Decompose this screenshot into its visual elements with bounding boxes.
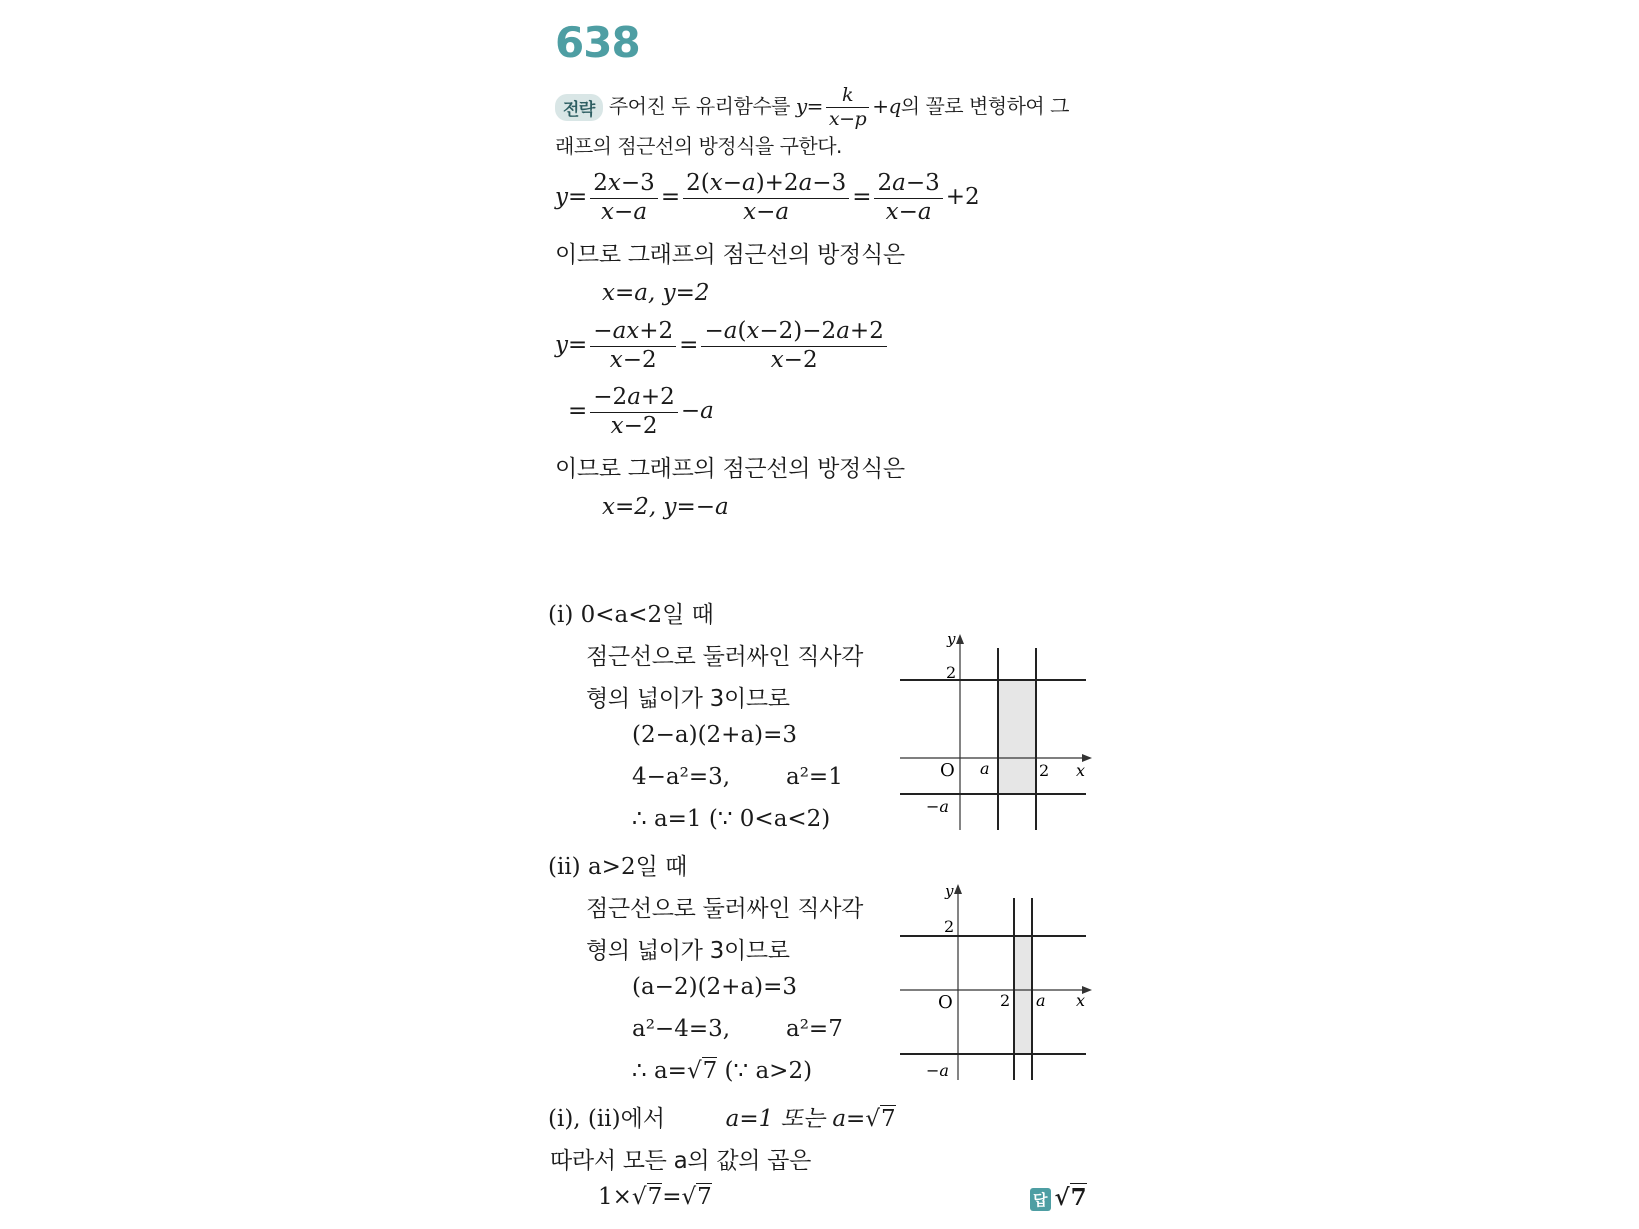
conclusion-line-1: (ⅰ), (ⅱ)에서 a=1 또는 a=√7 [548, 1106, 896, 1132]
case1-origin: O [940, 760, 955, 781]
case1-label: (ⅰ) 0<a<2일 때 [548, 602, 714, 628]
case2-y-arrow-icon [954, 884, 962, 894]
case1-x-tick-right: 2 [1039, 761, 1050, 780]
case1-desc-1: 점근선으로 둘러싸인 직사각 [586, 644, 864, 670]
strategy-line-2: 래프의 점근선의 방정식을 구한다. [555, 134, 842, 158]
case2-y-tick: 2 [944, 917, 955, 936]
case2-shaded-rectangle [1014, 936, 1032, 1054]
case2-desc-2: 형의 넓이가 3이므로 [586, 938, 790, 964]
strategy-badge: 전략 [555, 94, 603, 121]
case1-desc-2: 형의 넓이가 3이므로 [586, 686, 790, 712]
case2-x-tick-left: 2 [1000, 991, 1011, 1010]
case2-label: (ⅱ) a>2일 때 [548, 854, 688, 880]
case2-desc-1: 점근선으로 둘러싸인 직사각 [586, 896, 864, 922]
case2-x-label: x [1076, 991, 1086, 1010]
asymptote-result-2: x=2, y=−a [602, 494, 729, 520]
conclusion-line-2: 따라서 모든 a의 값의 곱은 [550, 1148, 812, 1174]
case2-graph [890, 880, 1100, 1085]
case2-neg-tick: −a [926, 1061, 949, 1080]
strategy-formula: y= $\frac{k}{x-p}$ +q [795, 84, 901, 130]
case1-y-label: y [947, 630, 956, 648]
case1-y-tick: 2 [946, 663, 957, 682]
case1-eq-1: (2−a)(2+a)=3 [632, 722, 798, 748]
case1-neg-tick: −a [926, 797, 949, 816]
answer-badge: 답 [1030, 1188, 1051, 1211]
case1-eq-2b: a²=1 [786, 764, 843, 790]
problem-number: 638 [555, 18, 640, 67]
case1-x-tick-left: a [980, 759, 990, 778]
asymptote-result-1: x=a, y=2 [602, 280, 710, 306]
case1-y-arrow-icon [956, 634, 964, 644]
equation-first-function: y= $\frac{2x-3}{x-a}$ = $\frac{2(x-a)+2a-3}{x-a}$ = $\frac{2a-3}{x-a}$ +2 [555, 170, 980, 225]
case2-eq-2a: a²−4=3, [632, 1016, 731, 1042]
strategy-line-1 [555, 84, 1069, 131]
case2-origin: O [938, 992, 953, 1013]
equation-second-function-cont: = $\frac{-2a+2}{x-2}$ −a [568, 384, 714, 439]
case1-shaded-rectangle [998, 680, 1036, 794]
strategy-text-pre: 주어진 두 유리함수를 [608, 93, 790, 118]
case2-eq-1: (a−2)(2+a)=3 [632, 974, 798, 1000]
case2-y-label: y [945, 882, 954, 900]
asymptote-intro-2: 이므로 그래프의 점근선의 방정식은 [555, 456, 905, 482]
strategy-text-post: 의 꼴로 변형하여 그 [900, 93, 1069, 118]
case1-graph [890, 630, 1100, 835]
case1-eq-3: ∴ a=1 (∵ 0<a<2) [632, 806, 831, 832]
conclusion-line-3: 1×√7=√7 [598, 1184, 712, 1210]
equation-second-function: y= $\frac{-ax+2}{x-2}$ = $\frac{-a(x-2)-2a+2}{x-2}$ [555, 318, 890, 374]
case1-x-label: x [1076, 761, 1086, 780]
asymptote-intro-1: 이므로 그래프의 점근선의 방정식은 [555, 242, 905, 268]
final-answer: 답 √7 [1030, 1184, 1087, 1211]
case2-eq-3: ∴ a=√7 (∵ a>2) [632, 1058, 813, 1084]
case1-eq-2a: 4−a²=3, [632, 764, 731, 790]
case2-eq-2b: a²=7 [786, 1016, 843, 1042]
case2-x-tick-right: a [1036, 991, 1046, 1010]
